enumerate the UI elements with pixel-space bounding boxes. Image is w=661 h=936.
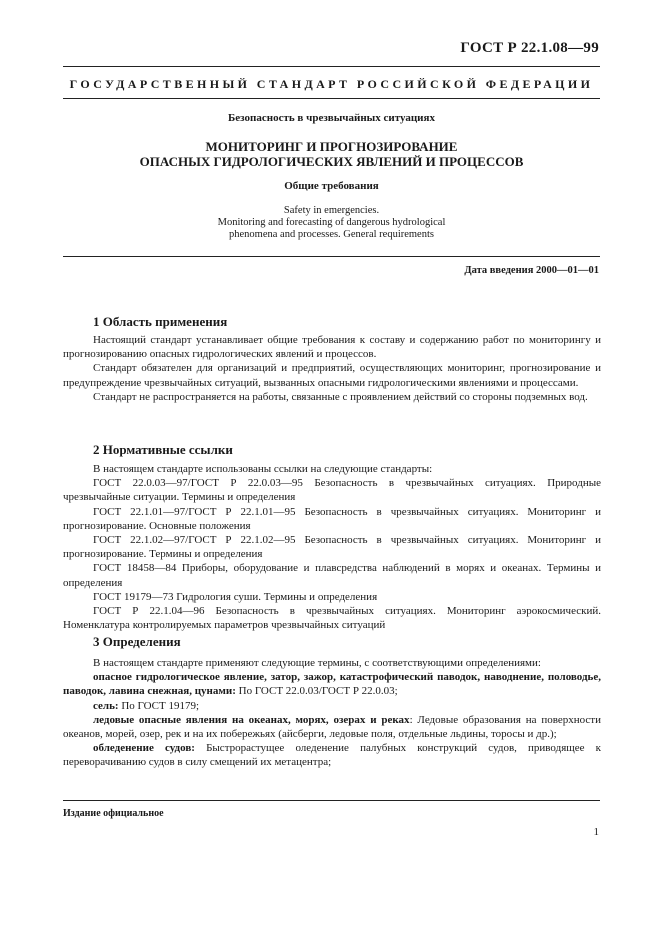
reference-item: ГОСТ Р 22.1.04—96 Безопасность в чрезвычайных ситуациях. Мониторинг аэрокосмический. Номенклатура контролируемых параметров чрезвычайных ситуаций xyxy=(63,605,601,632)
official-edition-label: Издание официальное xyxy=(63,808,164,819)
definition-item xyxy=(63,741,601,769)
section-3-body xyxy=(63,656,601,770)
definition-text: : Ледовые образования на поверхности океанов, морей, озер, рек и на их побережьях (айсберги, ледовые поля, отдельные льдины, торосы и др.); xyxy=(63,713,601,741)
paragraph: В настоящем стандарте использованы ссылки на следующие стандарты: xyxy=(93,463,433,475)
definition-text: По ГОСТ 22.0.03/ГОСТ Р 22.0.03; xyxy=(235,685,398,698)
definition-item xyxy=(63,670,601,698)
english-line-2: Monitoring and forecasting of dangerous hydrological xyxy=(217,217,446,228)
definition-term: сель: xyxy=(93,699,119,712)
section-3-heading: 3 Определения xyxy=(93,634,181,649)
reference-item: ГОСТ 18458—84 Приборы, оборудование и плавсредства наблюдений в морях и океанах. Термины и определения xyxy=(63,562,601,589)
paragraph: В настоящем стандарте применяют следующие термины, с соответствующими определениями: xyxy=(93,657,541,669)
definition-term: опасное гидрологическое явление, затор, зажор, катастрофический паводок, наводнение, половодье, паводок, лавина снежная, цунами: xyxy=(63,671,601,698)
definition-text: По ГОСТ 19179; xyxy=(118,699,200,712)
state-standard-banner: ГОСУДАРСТВЕННЫЙ СТАНДАРТ РОССИЙСКОЙ ФЕДЕРАЦИИ xyxy=(69,77,594,91)
document-title xyxy=(63,139,600,169)
section-2-body xyxy=(63,462,601,632)
title-line-2: ОПАСНЫХ ГИДРОЛОГИЧЕСКИХ ЯВЛЕНИЙ И ПРОЦЕССОВ xyxy=(139,154,524,169)
paragraph: Настоящий стандарт устанавливает общие требования к составу и содержанию работ по мониторингу и прогнозированию опасных гидрологических явлений и процессов. xyxy=(63,334,601,361)
definition-item xyxy=(63,713,601,741)
definition-term: обледенение судов: xyxy=(93,742,195,755)
definition-item xyxy=(63,699,601,713)
footer-rule xyxy=(63,800,600,801)
section-1-body xyxy=(63,333,601,404)
reference-item: ГОСТ 22.1.02—97/ГОСТ Р 22.1.02—95 Безопасность в чрезвычайных ситуациях. Мониторинг и прогнозирование. Термины и определения xyxy=(63,534,601,561)
reference-item: ГОСТ 19179—73 Гидрология суши. Термины и определения xyxy=(93,590,378,603)
paragraph: Стандарт не распространяется на работы, связанные с проявлением действий со стороны подземных вод. xyxy=(93,390,588,403)
header-rule xyxy=(63,66,600,67)
reference-item: ГОСТ 22.1.01—97/ГОСТ Р 22.1.01—95 Безопасность в чрезвычайных ситуациях. Мониторинг и прогнозирование. Основные положения xyxy=(63,505,601,532)
general-requirements-label: Общие требования xyxy=(284,180,379,192)
title-line-1: МОНИТОРИНГ И ПРОГНОЗИРОВАНИЕ xyxy=(205,139,458,154)
english-title xyxy=(63,205,600,241)
introduction-date: Дата введения 2000—01—01 xyxy=(464,265,599,276)
paragraph: Стандарт обязателен для организаций и предприятий, осуществляющих мониторинг, прогнозирование и предупреждение чрезвычайных ситуаций, вызванных опасными гидрологическими явлениями и процессами. xyxy=(63,362,601,389)
page-number: 1 xyxy=(593,826,599,838)
standard-code: ГОСТ Р 22.1.08—99 xyxy=(460,40,599,56)
definition-term: ледовые опасные явления на океанах, морях, озерах и реках xyxy=(93,713,410,726)
english-line-1: Safety in emergencies. xyxy=(283,205,380,216)
reference-item: ГОСТ 22.0.03—97/ГОСТ Р 22.0.03—95 Безопасность в чрезвычайных ситуациях. Природные чрезвычайные ситуации. Термины и определения xyxy=(63,477,601,504)
subject-line: Безопасность в чрезвычайных ситуациях xyxy=(228,112,435,124)
section-2-heading: 2 Нормативные ссылки xyxy=(93,442,233,457)
definition-text: Быстрорастущее оледенение палубных конструкций судов, приводящее к переворачиванию судов в силу смещений их метацентра; xyxy=(63,742,601,769)
section-1-heading: 1 Область применения xyxy=(93,314,228,329)
banner-rule xyxy=(63,98,600,99)
intro-rule xyxy=(63,256,600,257)
english-line-3: phenomena and processes. General requirements xyxy=(229,229,434,240)
